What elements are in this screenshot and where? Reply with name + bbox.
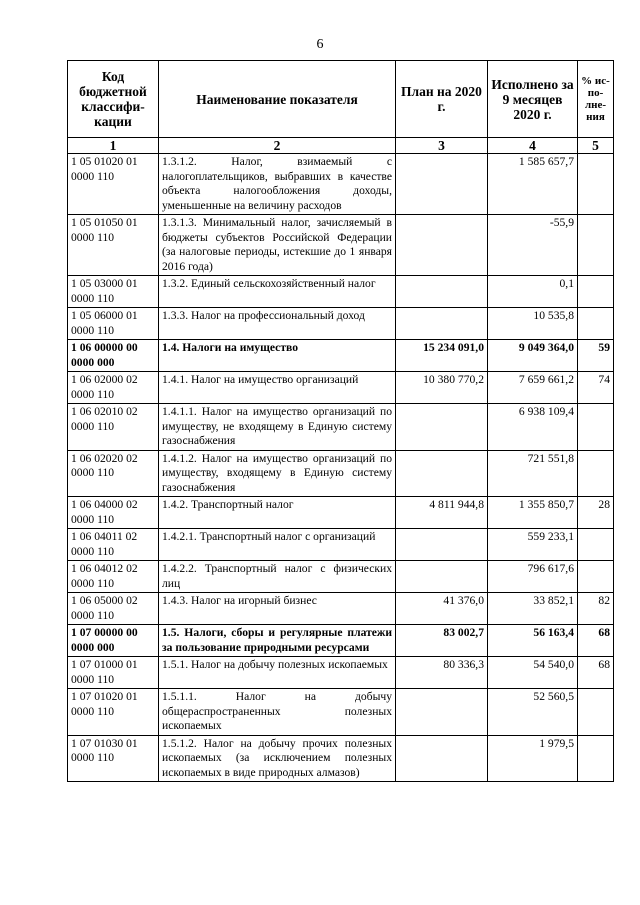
executed-cell: 10 535,8	[488, 308, 578, 340]
plan-cell	[396, 529, 488, 561]
name-cell: 1.5.1. Налог на добычу полезных ископаемых	[159, 657, 396, 689]
table-row	[68, 372, 614, 404]
code-cell: 1 06 04012 02 0000 110	[68, 561, 159, 593]
table-row	[68, 340, 614, 372]
code-cell: 1 06 02020 02 0000 110	[68, 450, 159, 497]
column-number-row	[68, 138, 614, 154]
name-cell: 1.3.3. Налог на профессиональный доход	[159, 308, 396, 340]
code-cell: 1 05 06000 01 0000 110	[68, 308, 159, 340]
executed-cell: 796 617,6	[488, 561, 578, 593]
name-cell: 1.5.1.1. Налог на добычу общераспространенных полезных ископаемых	[159, 689, 396, 736]
percent-cell: 68	[578, 657, 614, 689]
code-cell: 1 06 05000 02 0000 110	[68, 593, 159, 625]
name-cell: 1.4.2. Транспортный налог	[159, 497, 396, 529]
table-row	[68, 404, 614, 451]
executed-cell: 56 163,4	[488, 625, 578, 657]
percent-cell: 82	[578, 593, 614, 625]
plan-cell: 80 336,3	[396, 657, 488, 689]
percent-cell	[578, 529, 614, 561]
percent-cell	[578, 308, 614, 340]
plan-cell: 4 811 944,8	[396, 497, 488, 529]
plan-cell	[396, 735, 488, 782]
executed-cell: 0,1	[488, 276, 578, 308]
table-row	[68, 154, 614, 215]
plan-cell: 15 234 091,0	[396, 340, 488, 372]
plan-cell	[396, 154, 488, 215]
name-cell: 1.3.1.2. Налог, взимаемый с налогоплательщиков, выбравших в качестве объекта налогообложения доходы, уменьшенные на величину расходов	[159, 154, 396, 215]
name-cell: 1.4. Налоги на имущество	[159, 340, 396, 372]
percent-cell: 74	[578, 372, 614, 404]
column-number: 5	[578, 138, 614, 154]
code-cell: 1 05 01050 01 0000 110	[68, 215, 159, 276]
name-cell: 1.4.1. Налог на имущество организаций	[159, 372, 396, 404]
percent-cell	[578, 154, 614, 215]
executed-cell: 6 938 109,4	[488, 404, 578, 451]
percent-cell	[578, 561, 614, 593]
plan-cell: 41 376,0	[396, 593, 488, 625]
percent-cell	[578, 450, 614, 497]
name-cell: 1.5. Налоги, сборы и регулярные платежи за пользование природными ресурсами	[159, 625, 396, 657]
table-row	[68, 308, 614, 340]
executed-cell: 1 979,5	[488, 735, 578, 782]
executed-cell: 1 585 657,7	[488, 154, 578, 215]
percent-cell	[578, 404, 614, 451]
page-number: 6	[316, 37, 324, 52]
executed-cell: 54 540,0	[488, 657, 578, 689]
executed-cell: 7 659 661,2	[488, 372, 578, 404]
plan-cell	[396, 404, 488, 451]
code-cell: 1 06 02000 02 0000 110	[68, 372, 159, 404]
table-row	[68, 657, 614, 689]
header-plan: План на 2020 г.	[396, 61, 488, 138]
table-row	[68, 689, 614, 736]
executed-cell: -55,9	[488, 215, 578, 276]
code-cell: 1 07 01000 01 0000 110	[68, 657, 159, 689]
percent-cell	[578, 735, 614, 782]
table-row	[68, 561, 614, 593]
name-cell: 1.4.1.1. Налог на имущество организаций по имуществу, не входящему в Единую систему газоснабжения	[159, 404, 396, 451]
name-cell: 1.3.2. Единый сельскохозяйственный налог	[159, 276, 396, 308]
executed-cell: 721 551,8	[488, 450, 578, 497]
code-cell: 1 06 02010 02 0000 110	[68, 404, 159, 451]
code-cell: 1 07 00000 00 0000 000	[68, 625, 159, 657]
executed-cell: 52 560,5	[488, 689, 578, 736]
name-cell: 1.5.1.2. Налог на добычу прочих полезных ископаемых (за исключением полезных ископаемых в виде природных алмазов)	[159, 735, 396, 782]
plan-cell	[396, 561, 488, 593]
percent-cell	[578, 276, 614, 308]
plan-cell: 83 002,7	[396, 625, 488, 657]
table-row	[68, 450, 614, 497]
code-cell: 1 07 01020 01 0000 110	[68, 689, 159, 736]
header-percent: % ис-по-лне-ния	[578, 61, 614, 138]
table-body	[68, 154, 614, 782]
budget-table	[67, 60, 614, 782]
table-row	[68, 276, 614, 308]
column-number: 2	[159, 138, 396, 154]
code-cell: 1 06 00000 00 0000 000	[68, 340, 159, 372]
percent-cell: 28	[578, 497, 614, 529]
table-row	[68, 529, 614, 561]
executed-cell: 1 355 850,7	[488, 497, 578, 529]
plan-cell	[396, 689, 488, 736]
code-cell: 1 07 01030 01 0000 110	[68, 735, 159, 782]
table-row	[68, 735, 614, 782]
header-row	[68, 61, 614, 138]
column-number: 3	[396, 138, 488, 154]
table-row	[68, 215, 614, 276]
name-cell: 1.4.1.2. Налог на имущество организаций по имуществу, входящему в Единую систему газоснабжения	[159, 450, 396, 497]
name-cell: 1.4.2.2. Транспортный налог с физических лиц	[159, 561, 396, 593]
code-cell: 1 06 04011 02 0000 110	[68, 529, 159, 561]
plan-cell	[396, 308, 488, 340]
name-cell: 1.4.2.1. Транспортный налог с организаций	[159, 529, 396, 561]
plan-cell: 10 380 770,2	[396, 372, 488, 404]
table-row	[68, 625, 614, 657]
header-name: Наименование показателя	[159, 61, 396, 138]
plan-cell	[396, 215, 488, 276]
percent-cell: 59	[578, 340, 614, 372]
code-cell: 1 05 03000 01 0000 110	[68, 276, 159, 308]
percent-cell: 68	[578, 625, 614, 657]
column-number: 1	[68, 138, 159, 154]
header-code: Код бюджетной классифи-кации	[68, 61, 159, 138]
name-cell: 1.3.1.3. Минимальный налог, зачисляемый в бюджеты субъектов Российской Федерации (за налоговые периоды, истекшие до 1 января 2016 года)	[159, 215, 396, 276]
table-row	[68, 593, 614, 625]
plan-cell	[396, 276, 488, 308]
header-executed: Исполнено за 9 месяцев 2020 г.	[488, 61, 578, 138]
name-cell: 1.4.3. Налог на игорный бизнес	[159, 593, 396, 625]
executed-cell: 33 852,1	[488, 593, 578, 625]
code-cell: 1 05 01020 01 0000 110	[68, 154, 159, 215]
column-number: 4	[488, 138, 578, 154]
executed-cell: 9 049 364,0	[488, 340, 578, 372]
executed-cell: 559 233,1	[488, 529, 578, 561]
table-row	[68, 497, 614, 529]
percent-cell	[578, 689, 614, 736]
plan-cell	[396, 450, 488, 497]
percent-cell	[578, 215, 614, 276]
code-cell: 1 06 04000 02 0000 110	[68, 497, 159, 529]
